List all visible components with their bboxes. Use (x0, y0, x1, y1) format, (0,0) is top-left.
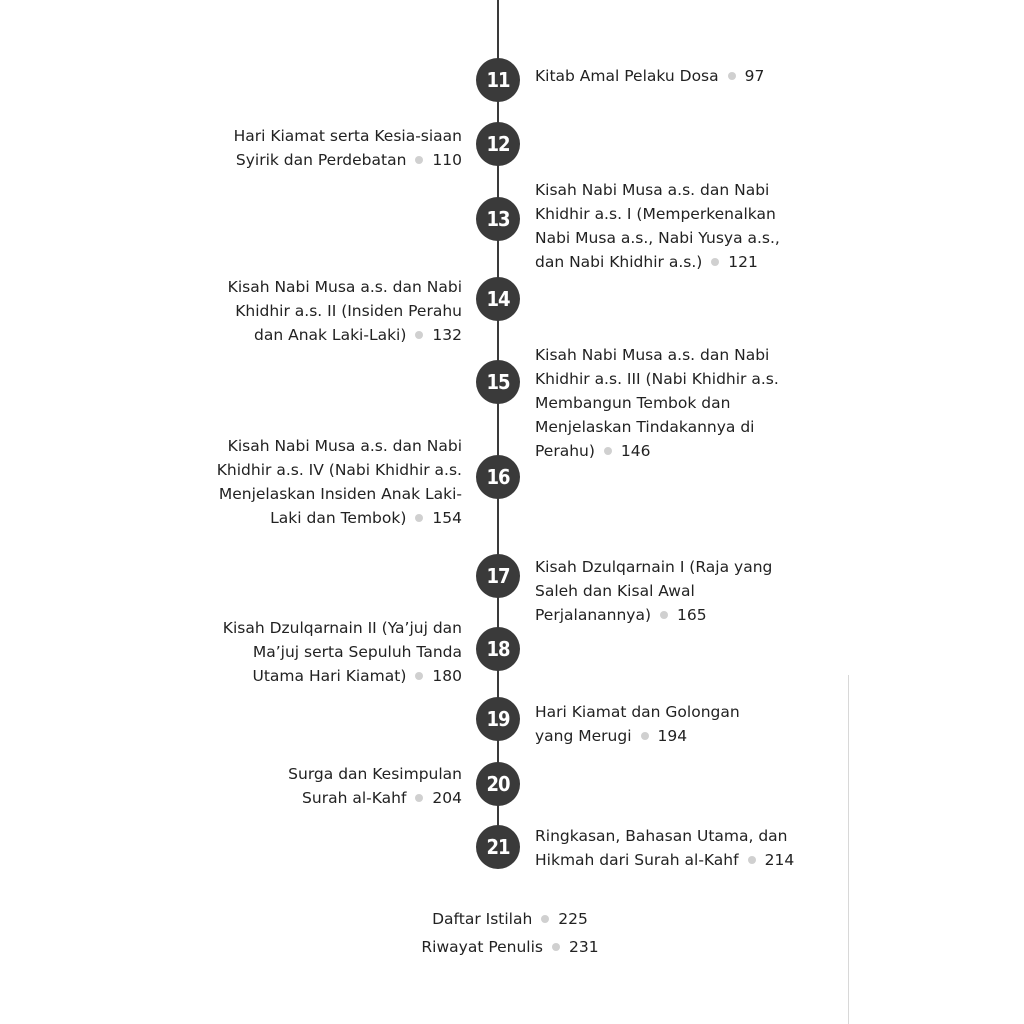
toc-entry-20[interactable] (252, 762, 462, 810)
separator-dot (711, 258, 719, 266)
chapter-badge-16: 16 (476, 455, 520, 499)
chapter-title: Kitab Amal Pelaku Dosa (535, 67, 719, 85)
page-number: 214 (764, 851, 795, 869)
separator-dot (660, 611, 668, 619)
page-number: 146 (620, 442, 651, 460)
page-number: 180 (432, 667, 462, 685)
chapter-title: Kisah Nabi Musa a.s. dan Nabi Khidhir a.s. III (Nabi Khidhir a.s. Membangun Tembok dan Menjelaskan Tindakannya di Perahu) (535, 346, 779, 460)
page-number: 225 (558, 910, 588, 928)
toc-entry-14[interactable] (212, 275, 462, 347)
toc-entry-12[interactable] (227, 124, 462, 172)
page-number: 132 (432, 326, 462, 344)
separator-dot (415, 514, 423, 522)
chapter-title: Hari Kiamat dan Golongan yang Merugi (535, 703, 740, 745)
separator-dot (415, 794, 423, 802)
page-number: 97 (744, 67, 765, 85)
page-number: 121 (728, 253, 758, 271)
page-edge-divider (848, 675, 849, 1024)
chapter-badge-13: 13 (476, 197, 520, 241)
toc-entry-glossary[interactable] (380, 905, 640, 933)
page-number: 231 (569, 938, 599, 956)
chapter-badge-14: 14 (476, 277, 520, 321)
chapter-title: Surga dan Kesimpulan Surah al-Kahf (288, 765, 462, 807)
chapter-badge-11: 11 (476, 58, 520, 102)
appendix-title: Riwayat Penulis (421, 938, 543, 956)
separator-dot (415, 331, 423, 339)
toc-entry-19[interactable] (535, 700, 780, 748)
toc-entry-13[interactable] (535, 178, 800, 274)
chapter-badge-18: 18 (476, 627, 520, 671)
toc-entry-15[interactable] (535, 343, 815, 463)
chapter-title: Kisah Nabi Musa a.s. dan Nabi Khidhir a.s. IV (Nabi Khidhir a.s. Menjelaskan Insiden Anak Laki-Laki dan Tembok) (216, 437, 462, 527)
toc-entry-21[interactable] (535, 824, 795, 872)
chapter-title: Kisah Nabi Musa a.s. dan Nabi Khidhir a.s. I (Memperkenalkan Nabi Musa a.s., Nabi Yusya a.s., dan Nabi Khidhir a.s.) (535, 181, 780, 271)
page-number: 165 (677, 606, 707, 624)
separator-dot (748, 856, 756, 864)
toc-entry-18[interactable] (212, 616, 462, 688)
toc-entry-17[interactable] (535, 555, 810, 627)
separator-dot (641, 732, 649, 740)
separator-dot (728, 72, 736, 80)
separator-dot (552, 943, 560, 951)
chapter-title: Kisah Dzulqarnain II (Ya’juj dan Ma’juj serta Sepuluh Tanda Utama Hari Kiamat) (222, 619, 462, 685)
chapter-title: Hari Kiamat serta Kesia-siaan Syirik dan Perdebatan (233, 127, 462, 169)
toc-entry-author-bio[interactable] (380, 933, 640, 961)
page-number: 194 (657, 727, 688, 745)
chapter-badge-12: 12 (476, 122, 520, 166)
chapter-badge-17: 17 (476, 554, 520, 598)
chapter-badge-15: 15 (476, 360, 520, 404)
page-number: 154 (432, 509, 462, 527)
chapter-title: Kisah Dzulqarnain I (Raja yang Saleh dan Kisal Awal Perjalanannya) (535, 558, 773, 624)
chapter-badge-20: 20 (476, 762, 520, 806)
toc-entry-11[interactable] (535, 64, 815, 88)
page-number: 110 (432, 151, 462, 169)
chapter-badge-19: 19 (476, 697, 520, 741)
separator-dot (604, 447, 612, 455)
appendix-title: Daftar Istilah (432, 910, 533, 928)
chapter-title: Ringkasan, Bahasan Utama, dan Hikmah dari Surah al-Kahf (535, 827, 788, 869)
toc-entry-16[interactable] (200, 434, 462, 530)
separator-dot (415, 672, 423, 680)
page-number: 204 (432, 789, 462, 807)
separator-dot (415, 156, 423, 164)
separator-dot (541, 915, 549, 923)
chapter-badge-21: 21 (476, 825, 520, 869)
chapter-title: Kisah Nabi Musa a.s. dan Nabi Khidhir a.s. II (Insiden Perahu dan Anak Laki-Laki) (227, 278, 462, 344)
